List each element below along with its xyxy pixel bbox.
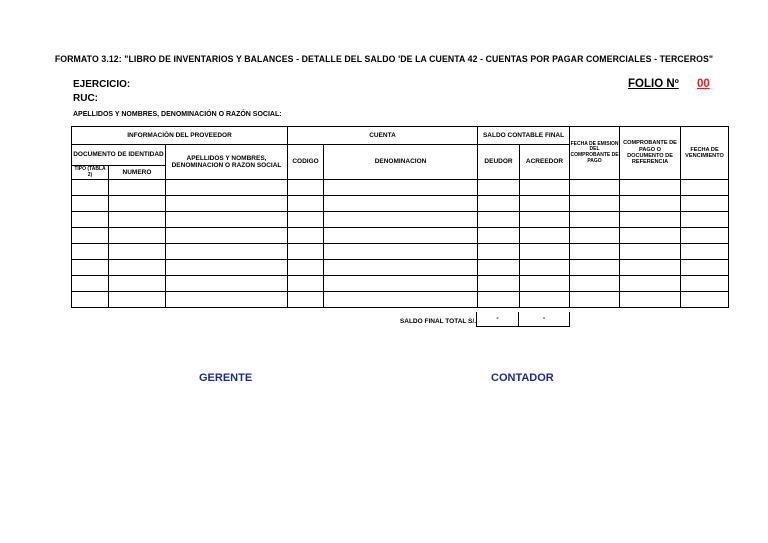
tipo-header: TIPO (TABLA 2)	[72, 166, 109, 180]
table-cell	[324, 180, 478, 196]
table-cell	[72, 228, 109, 244]
table-cell	[681, 196, 729, 212]
gerente-signature-label: GERENTE	[199, 372, 253, 384]
table-cell	[620, 260, 681, 276]
table-row	[72, 196, 729, 212]
table-cell	[324, 260, 478, 276]
table-cell	[570, 292, 620, 308]
table-cell	[166, 212, 288, 228]
ruc-label: RUC:	[73, 93, 98, 104]
proveedor-header: INFORMACIÓN DEL PROVEEDOR	[72, 127, 288, 145]
table-row	[72, 244, 729, 260]
folio-number: 00	[697, 78, 710, 90]
documento-identidad-header: DOCUMENTO DE IDENTIDAD	[72, 145, 166, 166]
cuenta-header: CUENTA	[288, 127, 478, 145]
table-cell	[681, 212, 729, 228]
table-cell	[166, 260, 288, 276]
table-cell	[109, 292, 166, 308]
table-cell	[478, 212, 520, 228]
table-cell	[324, 196, 478, 212]
balance-detail-table	[71, 126, 729, 308]
table-cell	[520, 260, 570, 276]
table-cell	[288, 276, 324, 292]
table-cell	[166, 196, 288, 212]
table-cell	[620, 292, 681, 308]
document-title: FORMATO 3.12: "LIBRO DE INVENTARIOS Y BALANCES - DETALLE DEL SALDO 'DE LA CUENTA 42 - CUENTAS POR PAGAR COMERCIALES - TERCEROS"	[54, 54, 714, 65]
table-cell	[72, 244, 109, 260]
apellidos-label: APELLIDOS Y NOMBRES, DENOMINACIÓN O RAZÓN SOCIAL:	[73, 111, 282, 118]
acreedor-header: ACREEDOR	[520, 145, 570, 180]
table-cell	[570, 276, 620, 292]
table-cell	[166, 180, 288, 196]
deudor-header: DEUDOR	[478, 145, 520, 180]
table-cell	[681, 228, 729, 244]
fecha-emision-header: FECHA DE EMISION DEL COMPROBANTE DE PAGO	[570, 127, 620, 180]
table-cell	[288, 260, 324, 276]
table-cell	[109, 212, 166, 228]
comprobante-header: COMPROBANTE DE PAGO O DOCUMENTO DE REFERENCIA	[620, 127, 681, 180]
table-cell	[109, 244, 166, 260]
table-cell	[166, 228, 288, 244]
table-row	[72, 276, 729, 292]
table-cell	[520, 292, 570, 308]
table-cell	[109, 276, 166, 292]
table-cell	[109, 196, 166, 212]
table-row	[72, 260, 729, 276]
table-cell	[478, 260, 520, 276]
numero-header: NUMERO	[109, 166, 166, 180]
table-cell	[109, 228, 166, 244]
table-cell	[570, 260, 620, 276]
table-cell	[620, 180, 681, 196]
table-cell	[520, 212, 570, 228]
saldo-contable-header: SALDO CONTABLE FINAL	[478, 127, 570, 145]
table-cell	[570, 228, 620, 244]
table-cell	[570, 212, 620, 228]
table-cell	[166, 276, 288, 292]
table-cell	[109, 260, 166, 276]
table-cell	[478, 244, 520, 260]
denominacion-header: DENOMINACION	[324, 145, 478, 180]
contador-signature-label: CONTADOR	[491, 372, 554, 384]
table-cell	[478, 228, 520, 244]
table-cell	[520, 276, 570, 292]
table-row	[72, 180, 729, 196]
table-row	[72, 228, 729, 244]
table-cell	[681, 260, 729, 276]
table-cell	[520, 196, 570, 212]
table-cell	[72, 292, 109, 308]
table-cell	[620, 244, 681, 260]
table-row	[72, 292, 729, 308]
table-cell	[570, 180, 620, 196]
table-cell	[570, 244, 620, 260]
table-cell	[72, 212, 109, 228]
total-acreedor-cell: -	[518, 312, 570, 327]
saldo-final-total-label: SALDO FINAL TOTAL S/.	[399, 318, 476, 325]
ejercicio-label: EJERCICIO:	[73, 79, 131, 90]
table-cell	[324, 228, 478, 244]
table-row	[72, 212, 729, 228]
folio-label: FOLIO Nº	[628, 78, 679, 90]
table-cell	[681, 244, 729, 260]
table-cell	[109, 180, 166, 196]
fecha-vencimiento-header: FECHA DE VENCIMIENTO	[681, 127, 729, 180]
table-cell	[478, 276, 520, 292]
table-cell	[288, 196, 324, 212]
table-cell	[681, 276, 729, 292]
table-cell	[324, 276, 478, 292]
table-cell	[72, 276, 109, 292]
table-cell	[324, 244, 478, 260]
table-cell	[478, 292, 520, 308]
table-cell	[681, 292, 729, 308]
table-cell	[288, 180, 324, 196]
table-cell	[520, 244, 570, 260]
codigo-header: CODIGO	[288, 145, 324, 180]
table-cell	[324, 292, 478, 308]
total-deudor-cell: -	[476, 312, 519, 327]
table-cell	[288, 228, 324, 244]
table-cell	[620, 276, 681, 292]
table-cell	[681, 180, 729, 196]
table-cell	[72, 260, 109, 276]
table-cell	[324, 212, 478, 228]
table-cell	[570, 196, 620, 212]
table-cell	[620, 196, 681, 212]
table-cell	[620, 228, 681, 244]
table-cell	[288, 292, 324, 308]
table-cell	[620, 212, 681, 228]
table-cell	[520, 180, 570, 196]
table-cell	[478, 180, 520, 196]
table-cell	[520, 228, 570, 244]
table-cell	[72, 196, 109, 212]
table-cell	[166, 292, 288, 308]
apellidos-nombres-header: APELLIDOS Y NOMBRES, DENOMINACION O RAZON SOCIAL	[166, 145, 288, 180]
table-cell	[288, 244, 324, 260]
table-cell	[72, 180, 109, 196]
table-cell	[478, 196, 520, 212]
table-cell	[166, 244, 288, 260]
table-cell	[288, 212, 324, 228]
